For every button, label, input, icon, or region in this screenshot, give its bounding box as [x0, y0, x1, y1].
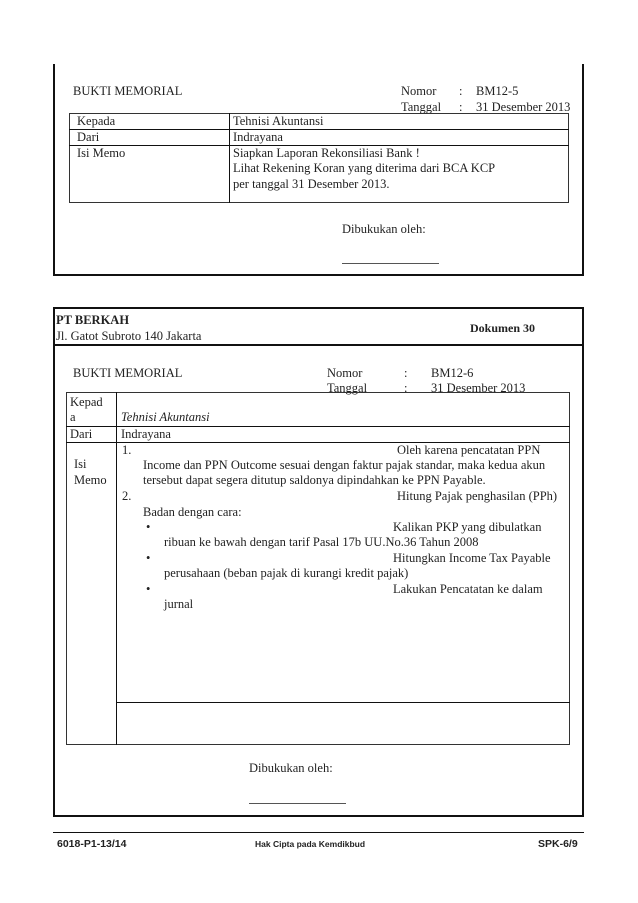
memo2-isi-label: Isi	[74, 457, 87, 471]
bullet-icon: •	[146, 582, 151, 596]
memo2-dari-value: Indrayana	[121, 427, 171, 441]
memo2-nomor-label: Nomor	[327, 366, 363, 380]
memo1-tanggal-colon: :	[459, 100, 463, 114]
memo1-isi-line: per tanggal 31 Desember 2013.	[233, 177, 390, 191]
bullet-text: perusahaan (beban pajak di kurangi kredit pajak)	[164, 566, 409, 580]
memo2-kepada-label: a	[70, 410, 76, 424]
memo1-isi-line: Lihat Rekening Koran yang diterima dari BCA KCP	[233, 161, 496, 175]
memo2-tanggal-value: 31 Desember 2013	[431, 381, 526, 395]
footer-page: SPK-6/9	[538, 838, 578, 850]
item2-text: Hitung Pajak penghasilan (PPh)	[397, 489, 558, 503]
memo2-title: BUKTI MEMORIAL	[73, 366, 183, 380]
memo1-isi-line: Siapkan Laporan Rekonsiliasi Bank !	[233, 146, 420, 160]
item2-number: 2.	[122, 489, 132, 503]
memo1-signature-line	[342, 263, 439, 264]
bullet-text: Hitungkan Income Tax Payable	[393, 551, 551, 565]
memo2-header-divider	[53, 344, 584, 346]
bullet-text: Kalikan PKP yang dibulatkan	[393, 520, 542, 534]
memo2-row-divider	[116, 702, 570, 703]
item2-text: Badan dengan cara:	[143, 505, 242, 519]
item1-text: Income dan PPN Outcome sesuai dengan faktur pajak standar, maka kedua akun	[143, 458, 546, 472]
footer-code: 6018-P1-13/14	[57, 838, 127, 850]
bullet-text: jurnal	[164, 597, 194, 611]
memo2-kepada-label: Kepad	[70, 395, 103, 409]
memo2-kepada-value: Tehnisi Akuntansi	[121, 410, 210, 424]
bullet-icon: •	[146, 520, 151, 534]
memo1-tanggal-label: Tanggal	[401, 100, 442, 114]
footer-copyright: Hak Cipta pada Kemdikbud	[255, 839, 366, 849]
memo1-title: BUKTI MEMORIAL	[73, 84, 183, 98]
memo2-nomor-value: BM12-6	[431, 366, 474, 380]
memo1-kepada-value: Tehnisi Akuntansi	[233, 114, 324, 128]
item1-number: 1.	[122, 443, 132, 457]
memo2-tanggal-label: Tanggal	[327, 381, 368, 395]
memo1-dari-value: Indrayana	[233, 130, 283, 144]
memo1-tanggal-value: 31 Desember 2013	[476, 100, 571, 114]
memo1-row-divider	[69, 129, 569, 130]
company-address: Jl. Gatot Subroto 140 Jakarta	[56, 329, 202, 343]
memo2-col-divider	[116, 392, 117, 745]
item1-text: Oleh karena pencatatan PPN	[397, 443, 541, 457]
memo2-nomor-colon: :	[404, 366, 408, 380]
item1-text: tersebut dapat segera ditutup saldonya dipindahkan ke PPN Payable.	[143, 473, 486, 487]
bullet-text: Lakukan Pencatatan ke dalam	[393, 582, 543, 596]
memo2-signature-label: Dibukukan oleh:	[249, 761, 333, 775]
bullet-text: ribuan ke bawah dengan tarif Pasal 17b UU.No.36 Tahun 2008	[164, 535, 479, 549]
memo1-nomor-colon: :	[459, 84, 463, 98]
bullet-icon: •	[146, 551, 151, 565]
footer-divider	[53, 832, 584, 833]
memo1-col-divider	[229, 113, 230, 203]
memo1-kepada-label: Kepada	[77, 114, 116, 128]
company-name: PT BERKAH	[56, 313, 130, 327]
memo1-isi-label: Isi Memo	[77, 146, 126, 160]
memo1-nomor-label: Nomor	[401, 84, 437, 98]
memo1-nomor-value: BM12-5	[476, 84, 519, 98]
memo2-signature-line	[249, 803, 346, 804]
memo2-dari-label: Dari	[70, 427, 93, 441]
memo2-tanggal-colon: :	[404, 381, 408, 395]
memo2-isi-label: Memo	[74, 473, 107, 487]
memo1-dari-label: Dari	[77, 130, 100, 144]
document-label: Dokumen 30	[470, 321, 536, 335]
memo1-signature-label: Dibukukan oleh:	[342, 222, 426, 236]
